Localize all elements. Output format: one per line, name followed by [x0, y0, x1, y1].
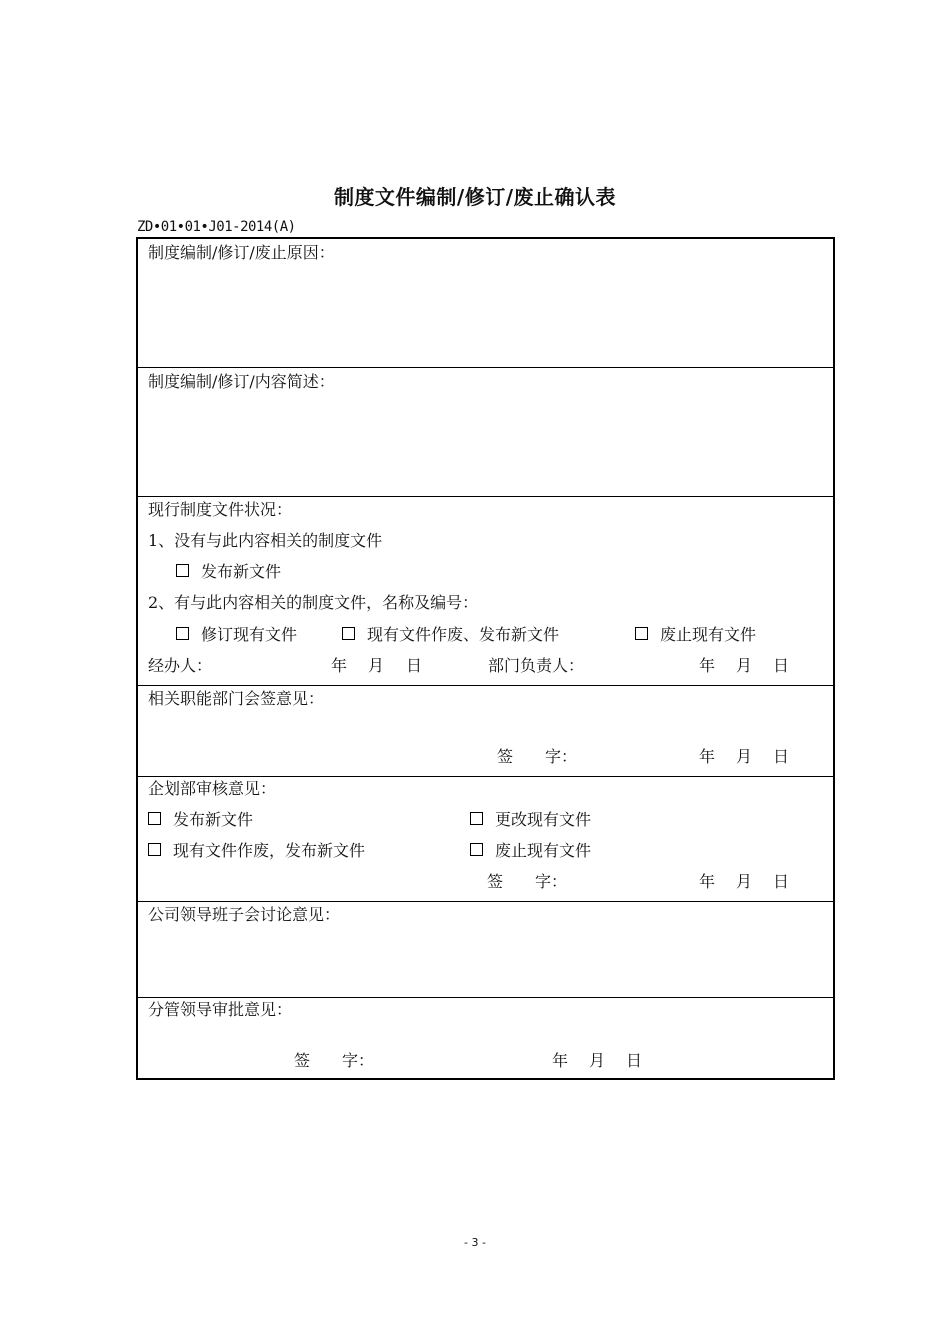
option-label: 现有文件作废、发布新文件 — [367, 625, 560, 644]
summary-label: 制度编制/修订/内容简述： — [148, 372, 335, 391]
page-number: - 3 - — [464, 1236, 486, 1249]
option-publish-new[interactable] — [148, 810, 253, 830]
approval-label: 分管领导审批意见： — [148, 1000, 293, 1019]
date-month: 月 — [736, 656, 753, 675]
leadership-label: 公司领导班子会讨论意见： — [148, 905, 341, 924]
option-label: 发布新文件 — [173, 810, 254, 829]
date-day: 日 — [773, 747, 790, 766]
reason-label: 制度编制/修订/废止原因： — [148, 243, 335, 262]
date-year: 年 — [552, 1051, 569, 1070]
sign-label: 签 字： — [294, 1051, 375, 1070]
option-label: 废止现有文件 — [495, 841, 592, 860]
section-reason — [138, 239, 833, 368]
handler-label: 经办人： — [148, 656, 213, 675]
option-label: 废止现有文件 — [660, 625, 757, 644]
option-change[interactable] — [470, 810, 591, 830]
checkbox[interactable] — [148, 843, 161, 856]
checkbox[interactable] — [176, 564, 189, 577]
option-revise[interactable] — [176, 625, 297, 645]
section-countersign — [138, 685, 833, 777]
checkbox[interactable] — [342, 627, 355, 640]
status-item-1: 1、没有与此内容相关的制度文件 — [148, 531, 383, 550]
date-year: 年 — [699, 872, 716, 891]
checkbox[interactable] — [176, 627, 189, 640]
section-leadership — [138, 901, 833, 998]
option-void-and-publish[interactable] — [148, 841, 365, 861]
option-void-and-publish[interactable] — [342, 625, 559, 645]
section-status — [138, 496, 833, 686]
date-month: 月 — [589, 1051, 606, 1070]
date-year: 年 — [699, 656, 716, 675]
date-day: 日 — [626, 1051, 643, 1070]
date-day: 日 — [773, 656, 790, 675]
status-item-2: 2、有与此内容相关的制度文件，名称及编号： — [148, 593, 479, 612]
checkbox[interactable] — [635, 627, 648, 640]
dept-head-label: 部门负责人： — [488, 656, 585, 675]
checkbox[interactable] — [148, 812, 161, 825]
sign-label: 签 字： — [487, 872, 568, 891]
date-year: 年 — [699, 747, 716, 766]
document-code: ZD•01•01•J01-2014(A) — [137, 219, 296, 235]
checkbox[interactable] — [470, 843, 483, 856]
section-summary — [138, 367, 833, 497]
date-month: 月 — [368, 656, 385, 675]
status-label: 现行制度文件状况： — [148, 500, 293, 519]
form-title: 制度文件编制/修订/废止确认表 — [333, 185, 617, 209]
date-day: 日 — [406, 656, 423, 675]
option-label: 现有文件作废，发布新文件 — [173, 841, 366, 860]
planning-label: 企划部审核意见： — [148, 779, 277, 798]
option-publish-new[interactable] — [176, 562, 281, 582]
countersign-label: 相关职能部门会签意见： — [148, 689, 325, 708]
checkbox[interactable] — [470, 812, 483, 825]
option-label: 发布新文件 — [201, 562, 282, 581]
date-month: 月 — [736, 747, 753, 766]
option-abolish[interactable] — [635, 625, 756, 645]
option-abolish[interactable] — [470, 841, 591, 861]
section-planning — [138, 776, 833, 902]
option-label: 修订现有文件 — [201, 625, 298, 644]
sign-label: 签 字： — [497, 747, 578, 766]
date-month: 月 — [736, 872, 753, 891]
confirmation-form — [136, 237, 835, 1080]
date-year: 年 — [331, 656, 348, 675]
option-label: 更改现有文件 — [495, 810, 592, 829]
date-day: 日 — [773, 872, 790, 891]
section-approval — [138, 997, 833, 1078]
